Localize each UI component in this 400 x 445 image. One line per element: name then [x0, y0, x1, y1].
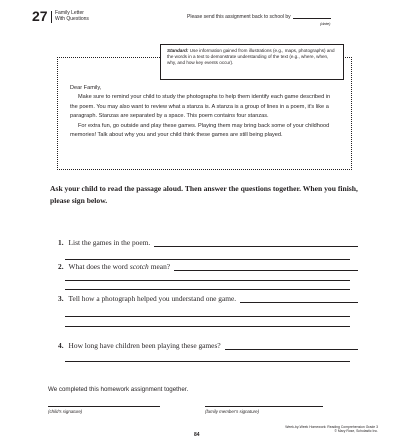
child-signature-label: (child's signature) — [48, 409, 83, 414]
header-title-line1: Family Letter — [55, 10, 84, 16]
letter-paragraph-1: Make sure to remind your child to study the photographs to help them identify each game described in the poem. You may also want to review what a stanza is. A stanza is a group of lines in a poem, it's like a paragraph. Stanzas are separated by a space. This poem contains four stanzas. — [70, 94, 331, 120]
question-number: 3. — [58, 294, 64, 303]
answer-line[interactable] — [65, 361, 350, 362]
family-signature-label: (family member's signature) — [205, 409, 260, 414]
question-number: 1. — [58, 238, 64, 247]
footer-page-number: 84 — [194, 432, 200, 438]
answer-line[interactable] — [225, 343, 358, 350]
footer-credit — [278, 425, 378, 434]
child-signature-line[interactable] — [48, 406, 160, 407]
date-blank-line[interactable] — [293, 18, 331, 19]
question-4 — [58, 341, 358, 350]
question-text: Tell how a photograph helped you understand one game. — [68, 294, 237, 303]
answer-line[interactable] — [65, 289, 350, 290]
standards-label: Standard: — [167, 48, 189, 53]
answer-line[interactable] — [65, 280, 350, 281]
answer-line[interactable] — [65, 316, 350, 317]
answer-line[interactable] — [65, 259, 350, 260]
footer-credit-line1: Week-by-Week Homework: Reading Comprehension Grade 3 — [285, 425, 378, 429]
header-divider — [51, 11, 52, 23]
answer-line[interactable] — [65, 326, 350, 327]
header-title — [55, 10, 89, 22]
standards-text: Use information gained from illustrations (e.g., maps, photographs) and the words in a text to demonstrate understanding of the text (e.g., where, when, why, and how key events occur). — [167, 48, 335, 65]
question-text-end: mean? — [150, 262, 171, 271]
answer-line[interactable] — [240, 296, 358, 303]
send-back-instruction — [187, 14, 331, 20]
standards-box — [160, 44, 344, 80]
question-text: How long have children been playing these games? — [68, 341, 221, 350]
answer-line[interactable] — [174, 264, 358, 271]
question-number: 4. — [58, 341, 64, 350]
date-label: (date) — [320, 21, 331, 26]
instructions: Ask your child to read the passage aloud. Then answer the questions together. When you finish, please sign below. — [50, 184, 358, 205]
page-number: 27 — [32, 8, 48, 24]
question-keyword: scotch — [129, 262, 149, 271]
question-number: 2. — [58, 262, 64, 271]
letter-greeting: Dear Family, — [70, 85, 102, 91]
question-text: What does the word — [68, 262, 128, 271]
letter-paragraph-2: For extra fun, go outside and play these games. Playing them may bring back some of your childhood memories! Talk about why you and your child think these games are still being played. — [70, 122, 330, 139]
family-signature-line[interactable] — [205, 406, 323, 407]
answer-line[interactable] — [154, 240, 358, 247]
footer-credit-line2: © Mary Rose, Scholastic Inc. — [334, 429, 378, 434]
question-3 — [58, 294, 358, 303]
send-back-text: Please send this assignment back to school by — [187, 14, 291, 20]
question-text: List the games in the poem. — [68, 238, 151, 247]
question-1 — [58, 238, 358, 247]
completed-statement: We completed this homework assignment together. — [48, 386, 189, 393]
header-title-line2: With Questions — [55, 16, 89, 22]
question-2 — [58, 262, 358, 271]
